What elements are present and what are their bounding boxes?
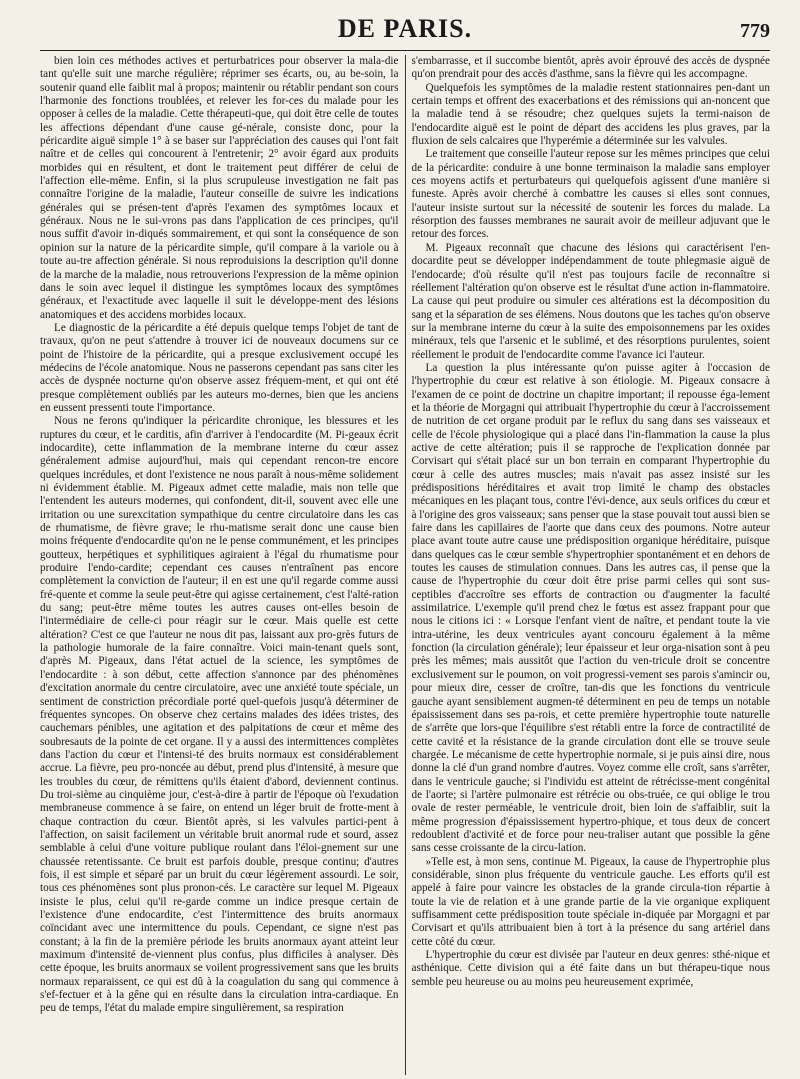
paragraph: »Telle est, à mon sens, continue M. Pigeaux, la cause de l'hypertrophie plus considérable, sinon plus fréquente du ventricule gauche. Les efforts qu'il est appelé à faire pour vaincre les obstacles de la grande circula-tion répartie à toute la vie de relation et à une grande partie de la vie organique expliquent suffisamment cette prédisposition toute spéciale in-diquée par Morgagni et par Corvisart et qu'ils attribuaient bien à tort à la présence du sang artériel dans cette côté du cœur. <box>411 855 770 948</box>
paragraph: Quelquefois les symptômes de la maladie restent stationnaires pen-dant un certain temps et offrent des exacerbations et des rémissions qui an-noncent que la maladie tend à se résoudre; chez quelques sujets la termi-naison de l'endocardite aiguë est le point de départ des accidens les plus graves, par la fluxion de sels calcaires que l'hyperémie a déterminée sur les valvules. <box>411 81 770 148</box>
right-column <box>406 55 771 1075</box>
paragraph: Le traitement que conseille l'auteur repose sur les mêmes principes que celui de la péricardite: conduire à une bonne terminaison la maladie sans employer ces moyens actifs et perturbateurs qui quelquefois agissent d'une manière si funeste. Après avoir cherché à combattre les causes si elles sont connues, l'auteur insiste surtout sur la nécessité de soutenir les forces du malade. La résorption des fausses membranes ne saurait avoir de meilleur adjuvant que le retour des forces. <box>411 148 770 241</box>
paragraph: bien loin ces méthodes actives et perturbatrices pour observer la mala-die tant qu'elle suit une marche régulière; réprimer ses écarts, ou, au be-soin, la soutenir quand elle faiblit mal à propos; maintenir ou rétablir pendant son cours l'harmonie des fonctions troublées, et relever les for-ces du malade pour les opposer à celles de la maladie. Cette thérapeuti-que, qui doit être celle de toutes les affections dépendant d'une cause gé-nérale, consiste donc, pour la péricardite aiguë simple 1° à se baser sur l'appréciation des causes qui l'ont fait naître et de celles qui concourent à l'entretenir; 2° avoir égard aux produits morbides qui en résultent, et dont le traitement peut différer de celui de l'affection elle-même. Enfin, si la plus scrupuleuse investigation ne fait pas connaître l'origine de la maladie, l'auteur conseille de suivre les indications générales qui se présen-tent d'après l'examen des symptômes locaux et généraux. Nous ne le sui-vrons pas dans l'application de ces principes, qu'il nous suffit d'avoir in-diqués sommairement, et qui sont la conséquence de son opinion sur la nature de la péricardite simple, qu'il compare à la variole ou à toute au-tre affection générale. Si nous reproduisions la description qu'il donne de la marche de la maladie, nous retrouverions l'expression de la même opinion dans le soin avec lequel il distingue les symptômes locaux des symptômes généraux, et l'exactitude avec laquelle il suit le développe-ment des lésions anatomiques et des accidens morbides locaux. <box>40 55 399 321</box>
paragraph: L'hypertrophie du cœur est divisée par l'auteur en deux genres: sthé-nique et asthénique. Cette division qui a été faite dans un but thérapeu-tique nous semble peu heureuse ou au moins peu heureusement exprimée, <box>411 949 770 988</box>
masthead-title: DE PARIS. <box>337 14 473 43</box>
paragraph: Nous ne ferons qu'indiquer la péricardite chronique, les blessures et les ruptures du cœur, et le carditis, afin d'arriver à l'endocardite (M. Pi-geaux écrit indocardite), cette inflammation de la membrane interne du cœur assez généralement admise aujourd'hui, mais qui cependant rencon-tre encore quelques incrédules, et dont l'existence ne nous paraît à nous-même solidement ni évidemment établie. M. Pigeaux admet cette maladie, mais non telle que l'entendent les auteurs modernes, qui confondent, dit-il, souvent avec elle une irritation ou une surexcitation sympathique du centre circulatoire dans les cas de rhumatisme, de fièvre grave; le rhu-matisme serait donc une cause bien moins fréquente d'endocardite qu'on ne le pense communément, et les principes goutteux, herpétiques et syphilitiques agiraient à l'égal du rhumatisme pour produire l'endo-cardite; cependant ces causes n'entraînent pas encore complètement la conviction de l'auteur; il en est une qu'il regarde comme aussi fré-quente et comme la seule peut-être qui agisse certainement, c'est l'alté-ration du sang; peut-être même toutes les autres causes ont-elles besoin de l'intermédiaire de celle-ci pour réagir sur le cœur. Mais quelle est cette altération? C'est ce que l'auteur ne nous dit pas, laissant aux pro-grès futurs de la pathologie humorale de la faire connaître. Voici main-tenant quels sont, d'après M. Pigeaux, dans l'état actuel de la science, les symptômes de l'endocardite : à son début, cette affection s'annonce par des phénomènes d'excitation anormale du centre circulatoire, avec une anxiété toute spéciale, un sentiment de constriction précordiale porté quel-quefois jusqu'à déterminer de fréquentes syncopes. On observe chez certains malades des idées tristes, des cauchemars pénibles, une agitation et des palpitations de cœur et même des soubresauts de la pointe de cet organe. Il y a aussi des intermittences complètes dans l'action du cœur et l'intensi-té des bruits normaux est considérablement accrue. La fièvre, peu pro-noncée au début, prend plus d'intensité, à mesure que les troubles du cœur, de rémittens qu'ils étaient d'abord, deviennent continus. Du troi-sième au cinquième jour, c'est-à-dire à partir de l'époque où l'exudation membraneuse commence à se faire, on entend un léger bruit de frotte-ment à chaque contraction du cœur. Bientôt après, si les valvules partici-pent à l'affection, on saisit facilement un véritable bruit anormal rude et sourd, assez semblable à celui d'une voiture publique roulant dans l'éloi-gnement sur une chaussée retentissante. Ce bruit est parfois double, presque continu; d'autres fois, il est simple et séparé par un bruit du cœur légèrement assourdi. Le soir, tous ces phénomènes sont plus pronon-cés. Le caractère sur lequel M. Pigeaux insiste le plus, celui qu'il re-garde comme un indice presque certain de l'existence d'une endocardite, c'est l'intermittence des bruits anormaux coïncidant avec une intermittence du pouls. Cependant, ce signe n'est pas constant; à la fin de la première période les bruits anormaux ayant atteint leur maximum d'intensité de-viennent plus confus, plus difficiles à analyser. Dès cette époque, les bruits anormaux se voilent progressivement sans que les bruits normaux reparaissent, ce qui est dû à la coagulation du sang qui commence à s'ef-fectuer et à la gêne qui en résulte dans la circulation intra-cardiaque. En peu de temps, l'état du malade empire singulièrement, sa respiration <box>40 415 399 1015</box>
page-header <box>40 10 770 51</box>
paragraph: Le diagnostic de la péricardite a été depuis quelque temps l'objet de tant de travaux, qu'on ne peut s'attendre à trouver ici de nouveaux documens sur ce point de l'histoire de la péricardite, qui a presque exclusivement occupé les médecins de l'école anatomique. Nous ne passerons cependant pas sans citer les accès de dyspnée nocturne qu'on observe assez fréquem-ment, et qui ont été presque complètement oubliés par les auteurs mo-dernes, bien que les anciens en eussent pressenti toute l'importance. <box>40 321 399 414</box>
page-number: 779 <box>740 20 770 42</box>
article-body <box>40 55 770 1075</box>
left-column <box>40 55 406 1075</box>
paragraph: La question la plus intéressante qu'on puisse agiter à l'occasion de l'hypertrophie du cœur est relative à son étiologie. M. Pigeaux consacre à l'examen de ce point de doctrine un chapitre important; il repousse éga-lement et la théorie de Morgagni qui attribuait l'hypertrophie du cœur à l'accroissement de nutrition de cet organe produit par le reflux du sang dans ses vaisseaux et celle de l'école physiologique qui a placé dans l'in-flammation la cause la plus active de cette altération; puis il se rapproche de l'explication donnée par Corvisart qui s'était placé sur un bon terrain en comparant l'hypertrophie du cœur à celle des autres muscles; mais n'avait pas assez insisté sur les prédispositions héréditaires et avait trop limité le champ des obstacles mécaniques en les plaçant tous, contre l'évi-dence, aux seuls orifices du cœur et à l'origine des gros vaisseaux; sans penser que la stase pouvait tout aussi bien se faire dans les capillaires de l'aorte que dans ceux des poumons. Notre auteur place avant toute autre cause une prédisposition organique héréditaire, puisque dans quelques cas le cœur semble s'hypertrophier spontanément et en dehors de toutes les causes de stimulation connues. Dans les autres cas, il pense que la cause de l'hypertrophie du cœur doit être prise parmi celles qui sont sus-ceptibles d'accroître ses efforts de contraction ou d'augmenter la faculté assimilatrice. L'exemple qu'il prend chez le fœtus est assez frappant pour que nous le citions ici : « Lorsque l'enfant vient de naître, et pendant toute la vie intra-utérine, les deux ventricules ayant concouru également à la même fonction (la circulation générale); leur épaisseur et leur orga-nisation sont à peu près les mêmes; mais aussitôt que l'action du ven-tricule droit se concentre exclusivement sur le poumon, on voit progressi-vement ses parois s'amincir ou, pour mieux dire, cesser de croître, tan-dis que les fonctions du ventricule gauche ayant sensiblement augmen-té déterminent en peu de temps un notable épaississement dans ses pa-rois, et cette première hypertrophie toute naturelle de s'arrête que lors-que l'équilibre s'est rétabli entre la force de contractilité de cette cavité et la résistance de la grande circulation dont elle se trouve seule chargée. Le mécanisme de cette hypertrophie normale, si je puis ainsi dire, nous donne la clé d'un grand nombre d'autres. Voyez comme elle croît, sans s'arrêter, dans le ventricule gauche; si l'individu est atteint de rétrécisse-ment congénital de l'aorte; si l'artère pulmonaire est rétrécie ou obs-truée, ce qui oblige le trou ovale de rester perméable, le ventricule droit, bien loin de s'affaiblir, suit la même progression d'épaississement hypertro-phique, et tous deux de concert redoublent d'activité et de force pour neu-traliser autant que possible la gêne sans cesse croissante de la circu-lation. <box>411 361 770 855</box>
paragraph: M. Pigeaux reconnaît que chacune des lésions qui caractérisent l'en-docardite peut se développer indépendamment de toute phlegmasie aiguë de l'endocarde; d'où résulte qu'il n'est pas toujours facile de reconnaître si réellement l'altération qu'on observe est le résultat d'une action in-flammatoire. La cause qui peut produire ou simuler ces altérations est la décomposition du sang et la séparation de ses élémens. Nous doutons que les taches qu'on observe sur la membrane interne du cœur à la suite des empoisonnemens par les oxides minéraux, tels que l'arsenic et le sublimé, et des résorptions purulentes, soient réellement le produit de l'endocardite comme l'avance ici l'auteur. <box>411 241 770 361</box>
paragraph: s'embarrasse, et il succombe bientôt, après avoir éprouvé des accès de dyspnée qu'on prendrait pour des accès d'asthme, sans la fièvre qui les accompagne. <box>411 55 770 81</box>
